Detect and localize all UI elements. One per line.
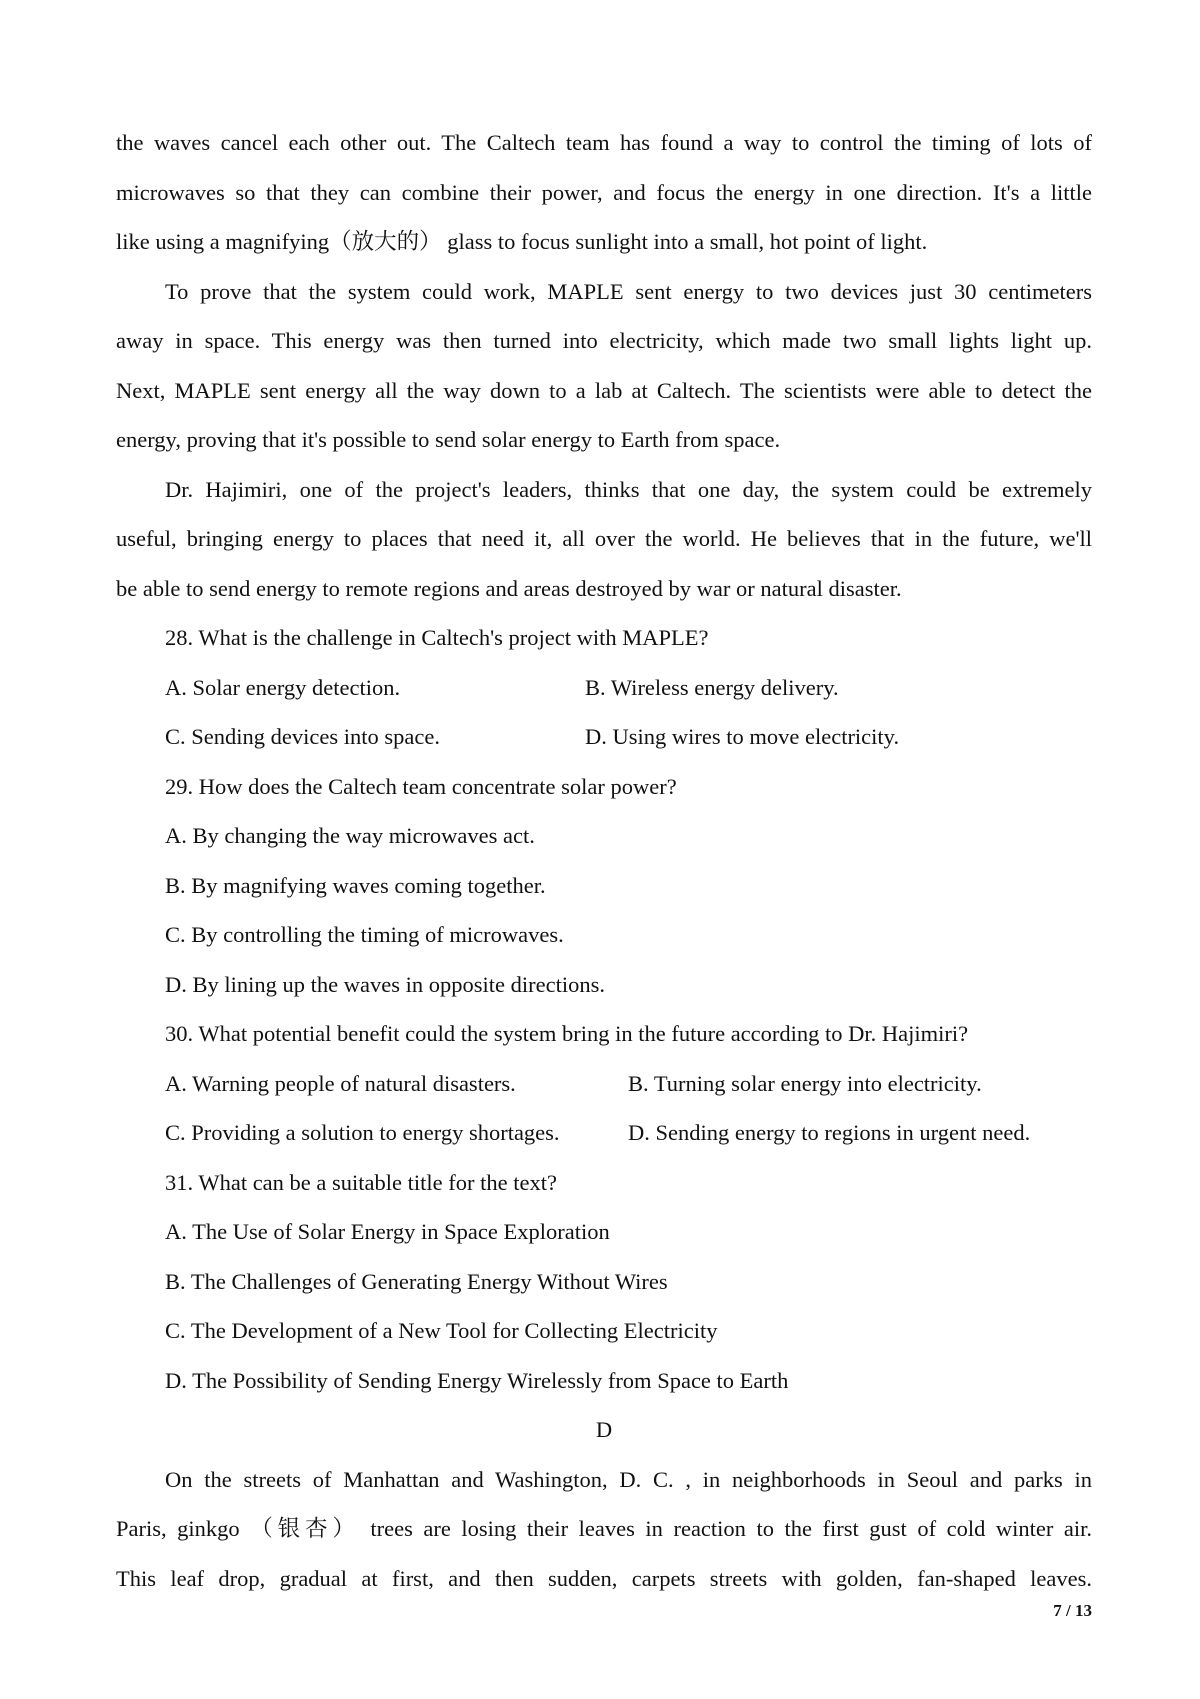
section-heading: D bbox=[595, 1417, 613, 1442]
text-line: Dr. Hajimiri, one of the project's leaders, thinks that one day, the system could be extremely bbox=[165, 476, 1092, 502]
text-line: like using a magnifying（放大的） glass to focus sunlight into a small, hot point of light. bbox=[116, 229, 928, 254]
option-c: C. Sending devices into space. bbox=[165, 724, 440, 749]
question-stem: 28. What is the challenge in Caltech's project with MAPLE? bbox=[165, 625, 709, 650]
option-b: B. The Challenges of Generating Energy Without Wires bbox=[165, 1268, 668, 1294]
option-a: A. By changing the way microwaves act. bbox=[165, 823, 535, 848]
paragraph bbox=[116, 118, 1092, 267]
text-line: Paris, ginkgo （银杏） trees are losing their leaves in reaction to the first gust of cold winter air. bbox=[116, 1516, 1092, 1541]
option-b: B. Turning solar energy into electricity. bbox=[628, 1070, 982, 1096]
option-a: A. The Use of Solar Energy in Space Exploration bbox=[165, 1219, 610, 1244]
option-row bbox=[116, 663, 1092, 713]
text-line: On the streets of Manhattan and Washington, D. C. , in neighborhoods in Seoul and parks in bbox=[165, 1466, 1092, 1492]
text-line: To prove that the system could work, MAPLE sent energy to two devices just 30 centimeters bbox=[165, 278, 1092, 304]
text-line: Next, MAPLE sent energy all the way down to a lab at Caltech. The scientists were able to detect the bbox=[116, 377, 1092, 403]
option-d: D. By lining up the waves in opposite directions. bbox=[165, 971, 605, 997]
text-line: the waves cancel each other out. The Caltech team has found a way to control the timing of lots of bbox=[116, 130, 1092, 155]
paragraph bbox=[116, 1455, 1092, 1604]
text-line: away in space. This energy was then turned into electricity, which made two small lights light up. bbox=[116, 328, 1092, 353]
text-line: microwaves so that they can combine their power, and focus the energy in one direction. It's a little bbox=[116, 179, 1092, 205]
paragraph bbox=[116, 465, 1092, 614]
text-line: energy, proving that it's possible to send solar energy to Earth from space. bbox=[116, 427, 781, 452]
question-stem: 30. What potential benefit could the system bring in the future according to Dr. Hajimiri? bbox=[165, 1021, 969, 1046]
question-30 bbox=[116, 1009, 1092, 1158]
question-stem: 29. How does the Caltech team concentrate solar power? bbox=[165, 773, 677, 799]
option-row bbox=[116, 712, 1092, 762]
question-stem: 31. What can be a suitable title for the text? bbox=[165, 1169, 557, 1195]
text-line: useful, bringing energy to places that need it, all over the world. He believes that in the future, we'll bbox=[116, 526, 1092, 551]
option-d: D. Using wires to move electricity. bbox=[585, 724, 900, 749]
text-line: be able to send energy to remote regions and areas destroyed by war or natural disaster. bbox=[116, 575, 902, 601]
option-row bbox=[116, 1059, 1092, 1109]
page-number: 7 / 13 bbox=[1053, 1601, 1092, 1620]
option-row bbox=[116, 1108, 1092, 1158]
option-d: D. Sending energy to regions in urgent need. bbox=[628, 1120, 1031, 1145]
paragraph bbox=[116, 267, 1092, 465]
text-line: This leaf drop, gradual at first, and then sudden, carpets streets with golden, fan-shaped leaves. bbox=[116, 1565, 1092, 1591]
option-b: B. Wireless energy delivery. bbox=[585, 674, 839, 700]
option-a: A. Warning people of natural disasters. bbox=[165, 1070, 516, 1096]
option-d: D. The Possibility of Sending Energy Wirelessly from Space to Earth bbox=[165, 1367, 789, 1393]
page-content bbox=[116, 118, 1092, 1603]
question-28 bbox=[116, 613, 1092, 762]
option-b: B. By magnifying waves coming together. bbox=[165, 872, 546, 898]
option-a: A. Solar energy detection. bbox=[165, 674, 401, 700]
option-c: C. The Development of a New Tool for Collecting Electricity bbox=[165, 1318, 718, 1343]
question-29 bbox=[116, 762, 1092, 1010]
option-c: C. By controlling the timing of microwaves. bbox=[165, 922, 564, 947]
option-c: C. Providing a solution to energy shortages. bbox=[165, 1120, 560, 1145]
question-31 bbox=[116, 1158, 1092, 1406]
